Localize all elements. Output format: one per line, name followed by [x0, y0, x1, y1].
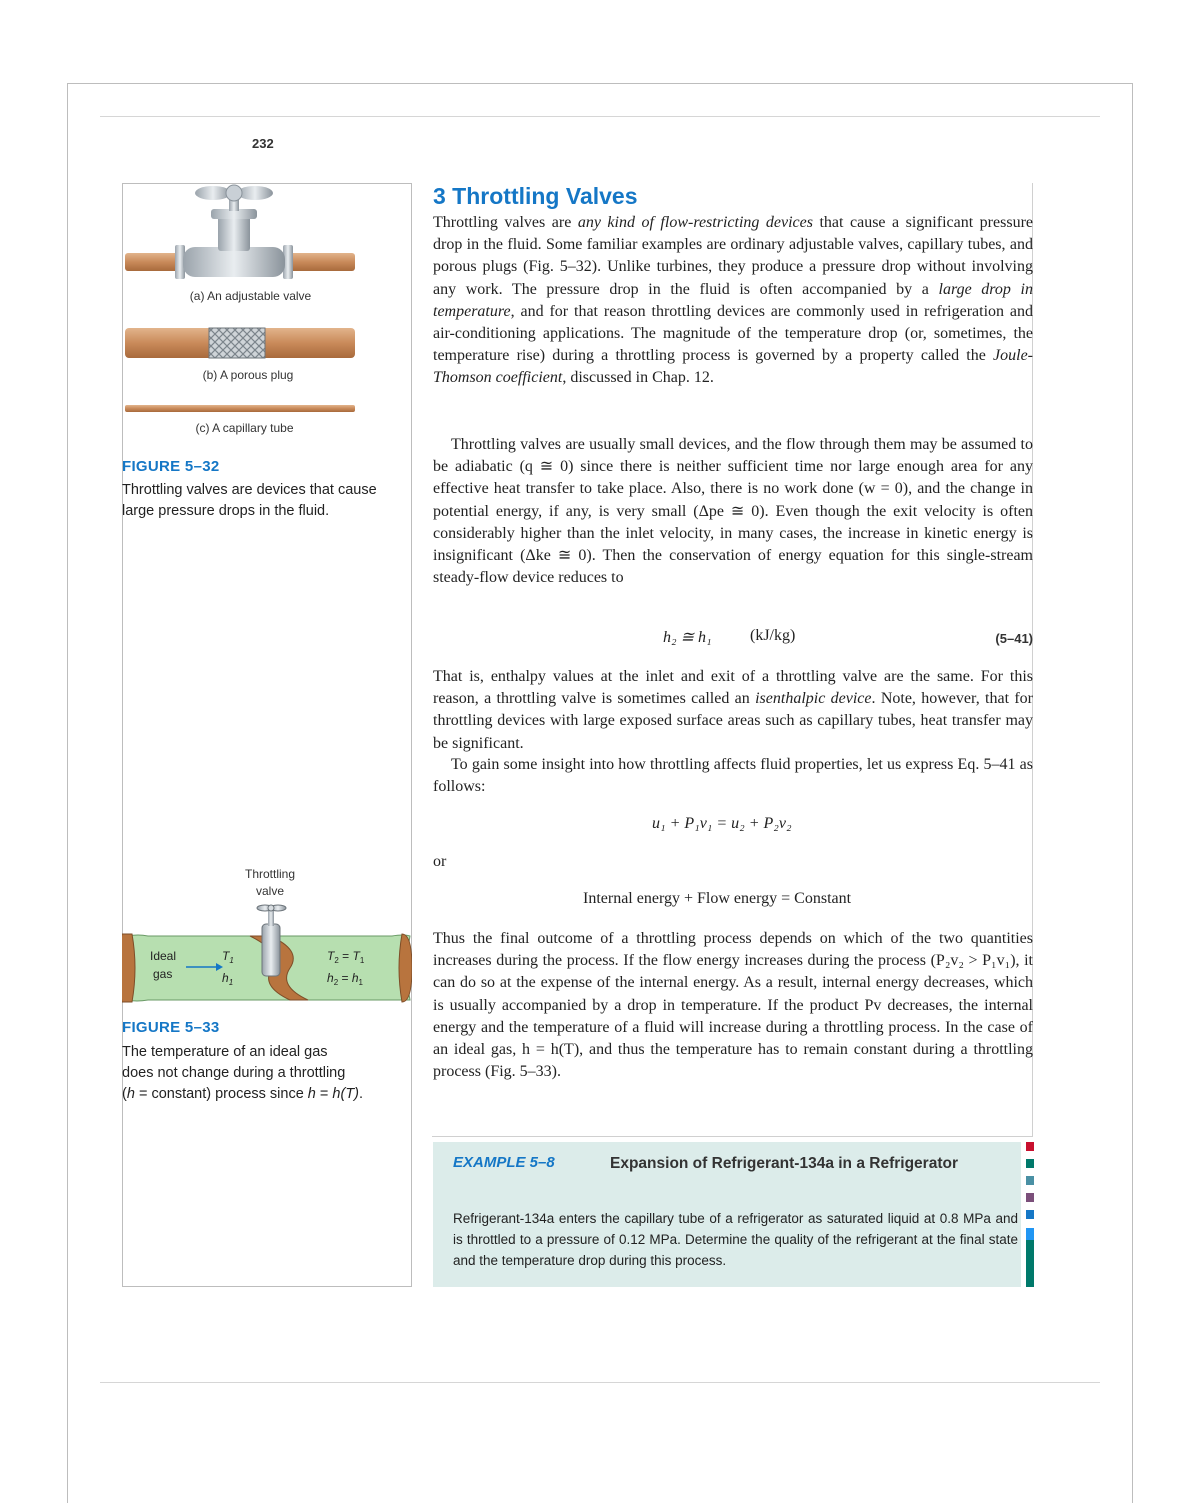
- top-rule: [100, 116, 1100, 117]
- color-strip-purple: [1026, 1193, 1034, 1202]
- caption-b: (b) A porous plug: [202, 368, 294, 382]
- figure-5-33-caption: [122, 1042, 410, 1105]
- figure-5-33-line1: The temperature of an ideal gas: [122, 1044, 328, 1060]
- t2-symbol: T: [327, 949, 335, 963]
- paragraph-3: That is, enthalpy values at the inlet and exit of a throttling valve are the same. For this reason, a throttling valve is sometimes called an isenthalpic device. Note, however, that for throttling devices with large exposed surface areas such as capillary tubes, heat transfer may be significant.: [433, 668, 1033, 752]
- color-strip-teal: [1026, 1159, 1034, 1168]
- equation-energy: u₁ + P₁v₁ = u₂ + P₂v₂: [652, 815, 792, 832]
- h2-symbol: h: [327, 971, 334, 985]
- paragraph-5: Thus the final outcome of a throttling process depends on which of the two quantities increases during the process. If the flow energy increases during the process (P₂v₂ > P₁v₁), it can do so at the expense of the internal energy. As a result, internal energy decreases, which is usually accompanied by a drop in temperature. If the product Pv decreases, the internal energy and the temperature of a fluid will increase during a throttling process. In the case of an ideal gas, h = h(T), and thus the temperature has to remain constant during a throttling process (Fig. 5–33).: [433, 930, 1033, 1081]
- or-text: or: [433, 853, 447, 870]
- paragraph-2: Throttling valves are usually small devices, and the flow through them may be assumed to be adiabatic (q ≅ 0) since there is neither sufficient time nor large enough area for any effective heat transfer to take place. Also, there is no work done (w = 0), and the change in potential energy, if any, is very small (Δpe ≅ 0). Even though the exit velocity is often considerably higher than the inlet velocity, in many cases, the increase in kinetic energy is insignificant (Δke ≅ 0). Then the conservation of energy equation for this single-stream steady-flow device reduces to: [433, 436, 1033, 587]
- h1-symbol: h: [222, 971, 229, 985]
- caption-a: (a) An adjustable valve: [189, 289, 312, 303]
- svg-text:T2 = T1: $T_2 = T_1$: [327, 949, 365, 965]
- ideal-gas-line2: gas: [153, 967, 173, 981]
- figure-5-33-label: FIGURE 5–33: [122, 1019, 220, 1036]
- equation-5-41-units: (kJ/kg): [750, 627, 796, 644]
- ideal-gas-line1: Ideal: [150, 949, 177, 963]
- color-strip-steel: [1026, 1176, 1034, 1185]
- adjustable-valve-illustration: [123, 183, 358, 288]
- capillary-tube-illustration: [123, 402, 358, 416]
- color-strip-lightblue: [1026, 1228, 1034, 1240]
- section-title: 3 Throttling Valves: [433, 183, 638, 209]
- svg-text:h2 = h1: $h_2 = h_1$: [327, 971, 363, 987]
- porous-plug-illustration: [123, 322, 358, 362]
- equation-5-41-number: (5–41): [995, 631, 1033, 646]
- paragraph-4: To gain some insight into how throttling affects fluid properties, let us express Eq. 5–41 as follows:: [433, 756, 1033, 796]
- caption-c: (c) A capillary tube: [195, 421, 294, 435]
- bottom-rule: [100, 1382, 1100, 1383]
- throttling-valve-label: [230, 866, 310, 900]
- color-strip-green: [1026, 1240, 1034, 1287]
- page-number: 232: [252, 136, 274, 151]
- figure-5-33-line3: (h = constant) process since h = h(T).: [122, 1086, 364, 1102]
- example-box: [433, 1142, 1021, 1287]
- valve-label-line2: valve: [255, 884, 284, 898]
- equation-5-41: h₂ ≅ h₁: [663, 629, 712, 646]
- example-label: EXAMPLE 5–8: [453, 1154, 555, 1171]
- svg-text:h1: $h_1$: [222, 971, 234, 987]
- svg-text:T1: $T_1$: [222, 949, 234, 965]
- color-strip-red: [1026, 1142, 1034, 1151]
- equation-words: Internal energy + Flow energy = Constant: [583, 890, 852, 907]
- example-body: Refrigerant-134a enters the capillary tube of a refrigerator as saturated liquid at 0.8 MPa and is throttled to a pressure of 0.12 MPa. Determine the quality of the refrigerant at the final state and the temperature drop during this process.: [453, 1211, 1018, 1268]
- figure-5-33-line2: does not change during a throttling: [122, 1065, 346, 1081]
- example-title: Expansion of Refrigerant-134a in a Refrigerator: [610, 1155, 958, 1172]
- valve-label-line1: Throttling: [244, 867, 296, 881]
- paragraph-1: Throttling valves are any kind of flow-restricting devices that cause a significant pressure drop in the fluid. Some familiar examples are ordinary adjustable valves, capillary tubes, and porous plugs (Fig. 5–32). Unlike turbines, they produce a pressure drop without involving any work. The pressure drop in the fluid is often accompanied by a large drop in temperature, and for that reason throttling devices are commonly used in refrigeration and air-conditioning applications. The magnitude of the temperature drop (or, sometimes, the temperature rise) during a throttling process is governed by a property called the Joule-Thomson coefficient, discussed in Chap. 12.: [433, 214, 1033, 387]
- color-strip-blue: [1026, 1210, 1034, 1219]
- figure-5-32-caption: Throttling valves are devices that cause large pressure drops in the fluid.: [122, 482, 377, 519]
- throttling-diagram: [122, 900, 412, 1010]
- t1-symbol: T: [222, 949, 230, 963]
- figure-5-32-label: FIGURE 5–32: [122, 458, 220, 475]
